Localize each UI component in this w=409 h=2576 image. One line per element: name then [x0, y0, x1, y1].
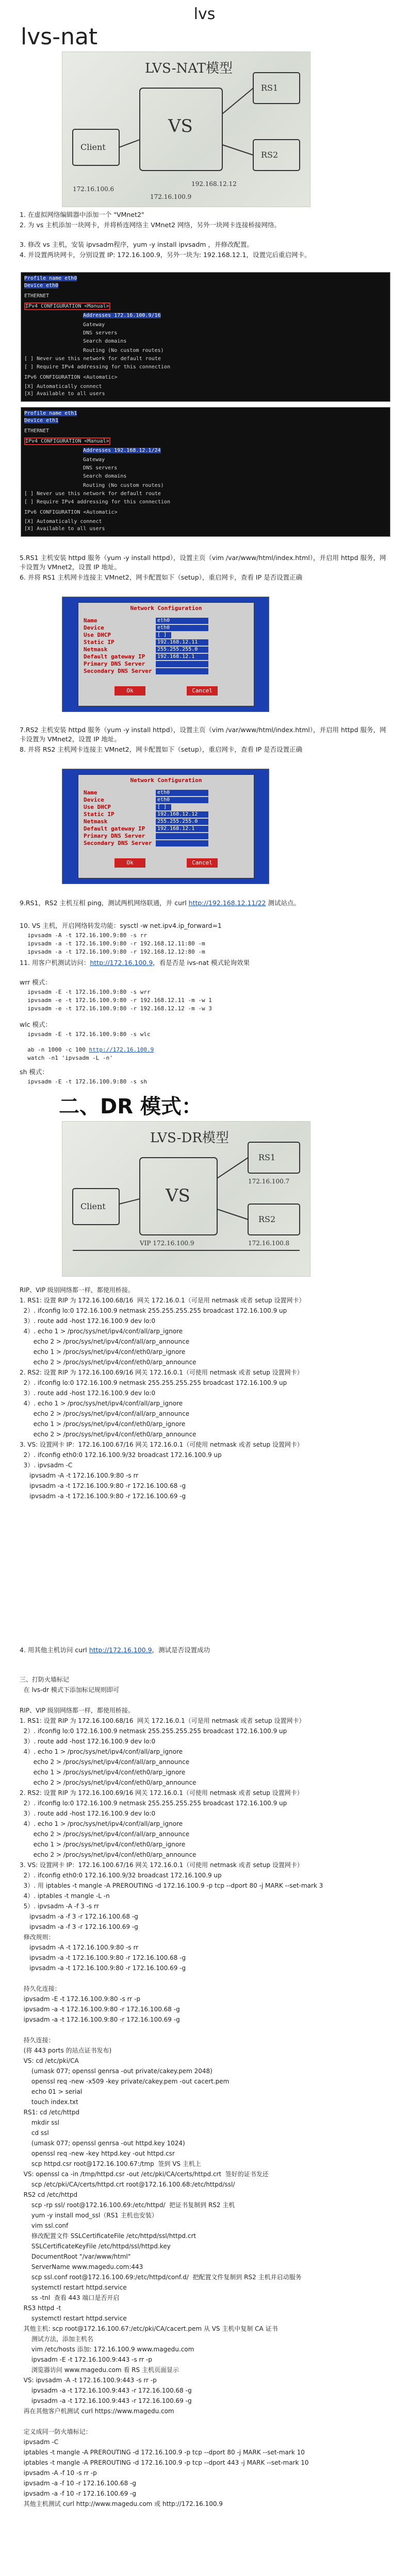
doc-title: lvs: [193, 5, 216, 23]
wlc-label: wlc 模式：: [20, 1021, 52, 1028]
wrr-label: wrr 模式：: [20, 978, 52, 986]
photo2-label-rip1: 172.16.100.7: [248, 1178, 290, 1185]
photo1-label-client: Client: [80, 142, 106, 152]
rs1-label-dns2: Secondary DNS Server: [84, 668, 152, 674]
p11-text: 11. 用客户机测试访问：: [20, 959, 90, 967]
rs2-dialog-box: [78, 774, 254, 878]
term2-line-9: [ ] Never use this network for default route: [24, 491, 161, 497]
rs2-label-ip: Static IP: [84, 811, 114, 818]
photo1-label-ip2: 172.16.100.6: [73, 185, 114, 193]
photo2-label-client: Client: [80, 1201, 106, 1211]
rs2-field-dns1[interactable]: [156, 833, 208, 839]
rs1-label-device: Device: [84, 624, 104, 631]
term1-line-6: DNS servers: [83, 330, 118, 336]
nat-step-10: 10. VS 主机，开启网络转发功能：sysctl -w net.ipv4.ip_forward=1: [20, 922, 222, 929]
dr-test-text: 4. 用其他主机访问 curl: [20, 1646, 89, 1654]
term1-line-12: [X] Automatically connect: [24, 384, 102, 389]
rs2-step-7: 7.RS2 主机安装 httpd 服务（yum -y install httpd），设置主页（vim /var/www/html/index.html），并启用 httpd 服务，网卡设置为 VMnet2，设置 IP 地址。: [20, 726, 386, 743]
term1-line-13: [X] Available to all users: [24, 391, 105, 397]
rs1-step-5: 5.RS1 主机安装 httpd 服务（yum -y install httpd），设置主页（vim /var/www/html/index.html），并启用 httpd 服务，网卡设置为 VMnet2，设置 IP 地址。: [20, 554, 386, 571]
term1-line-3: IPv4 CONFIGURATION <Manual>: [25, 303, 109, 309]
nat-step-4: 4. 并设置两块网卡，分别设置 IP: 172.16.100.9，另外一块为: 192.168.12.1，设置完后重启网卡。: [20, 251, 311, 259]
p11-link[interactable]: http://172.16.100.9: [90, 959, 153, 967]
term1-line-0: Profile name eth0: [24, 276, 77, 281]
rs1-field-dns2[interactable]: [156, 668, 208, 674]
ab-link[interactable]: http://172.16.100.9: [89, 1046, 154, 1053]
rs2-field-gw[interactable]: 192.168.12.1: [156, 826, 208, 832]
nat-step-2: 2. 为 vs 主机添加一块网卡，并将桥连网络主 VMnet2 网络，另外一块网卡连接桥接网络。: [20, 221, 281, 229]
term2-line-8: Routing (No custom routes): [83, 483, 164, 488]
term2-line-3: IPv4 CONFIGURATION <Manual>: [25, 438, 109, 444]
ab-commands: [21, 1046, 392, 1062]
term2-line-7: Search domains: [83, 473, 127, 479]
ab-text-after: watch -n1 'ipvsadm -L -n': [27, 1055, 113, 1061]
nat-diagram-photo: [62, 52, 310, 207]
section-title-lvs-nat: lvs-nat: [21, 24, 98, 50]
p11-text-after: ，看是否是 ivs-nat 模式轮询效果: [153, 959, 250, 967]
dr-test-text-after: ，测试是否设置成功: [152, 1646, 210, 1654]
term2-line-6: DNS servers: [83, 465, 118, 471]
p9-link[interactable]: http://192.168.12.11/22: [188, 899, 266, 907]
rs2-field-mask[interactable]: 255.255.255.0: [156, 819, 208, 825]
p9-text: 9.RS1，RS2 主机互相 ping，测试两机网络联通，并 curl: [20, 899, 189, 907]
fwmark-section: 三、打防火墙标记 在 lvs-dr 模式下添加标记规则即可 RIP、VIP 级别网络都一样，都使用桥接。 1. RS1: 设置 RIP 为 172.16.100.68/16 网关 172.16.0.1（可是用 netmask 或者 setup 设置网卡） 2）. ifconfig lo:0 172.16.100.9 netmask 255.255.255.255 broadcast 172.16.100.9 up 3）. route add -host 172.16.100.9 dev lo:0 4）. echo 1 > /proc/sys/net/ipv4/conf/all/arp_ignore echo 2 > /proc/sys/net/ipv4/conf/all/arp_announce echo 1 > /proc/sys/net/ipv4/conf/eth0/arp_ignore echo 2 > /proc/sys/net/ipv4/conf/eth0/arp_announce 2. RS2: 设置 RIP 为 172.16.100.69/16 网关 172.16.0.1（可使用 netmask 或者 setup 设置网卡） 2）. ifconfig lo:0 172.16.100.9 netmask 255.255.255.255 broadcast 172.16.100.9 up 3）. route add -host 172.16.100.9 dev lo:0 4）. echo 1 > /proc/sys/net/ipv4/conf/all/arp_ignore echo 2 > /proc/sys/net/ipv4/conf/all/arp_announce echo 1 > /proc/sys/net/ipv4/conf/eth0/arp_ignore echo 2 > /proc/sys/net/ipv4/conf/eth0/arp_announce 3. VS: 设置网卡 IP：172.16.100.67/16 网关 172.16.0.1（可使用 netmask 或者 setup 设置网卡） 2）. ifconfig eth0:0 172.16.100.9/32 broadcast 172.16.100.9 up 3）. 用 iptables -t mangle -A PREROUTING -d 172.16.100.9 -p tcp --dport 80 -j MARK --set-mark 3 4）. iptables -t mangle -L -n 5）. ipvsadm -A -f 3 -s rr ipvsadm -a -f 3 -r 172.16.100.68 -g ipvsadm -a -f 3 -r 172.16.100.69 -g 修改规则： ipvsadm -A -t 172.16.100.9:80 -s rr ipvsadm -a -t 172.16.100.9:80 -r 172.16.100.68 -g ipvsadm -a -t 172.16.100.9:80 -r 172.16.100.69 -g 持久化连接： ipvsadm -E -t 172.16.100.9:80 -s rr -p ipvsadm -a -t 172.16.100.9:80 -r 172.16.100.68 -g ipvsadm -a -t 172.16.100.9:80 -r 172.16.100.69 -g 持久连接： (将 443 ports 的站点证书发布) VS: cd /etc/pki/CA (umask 077; openssl genrsa -out private/cakey.pem 2048) openssl req -new -x509 -key private/cakey.pem -out cacert.pem echo 01 > serial touch index.txt RS1: cd /etc/httpd mkdir ssl cd ssl (umask 077; openssl genrsa -out httpd.key 1024) openssl req -new -key httpd.key -out httpd.csr scp httpd.csr root@172.16.100.67:/tmp 签到 VS 主机上 VS: openssl ca -in /tmp/httpd.csr -out /etc/pki/CA/certs/httpd.crt 签好的证书发还 scp /etc/pki/CA/certs/httpd.crt root@172.16.100.68:/etc/httpd/ssl/ RS2 cd /etc/httpd scp -rp ssl/ root@172.16.100.69:/etc/httpd/ 把证书复制到 RS2 主机 yum -y install mod_ssl（RS1 主机也安装） vim ssl.conf 修改配置文件 SSLCertificateFile /etc/httpd/ssl/httpd.crt SSLCertificateKeyFile /etc/httpd/ssl/httpd.key DocumentRoot "/var/www/html" ServerName www.magedu.com:443 scp ssl.conf root@172.16.100.69:/etc/httpd/conf.d/ 把配置文件复制到 RS2 主机并启动服务 systemctl restart httpd.service ss -tnl 查看 443 端口是否开启 RS3 httpd -t systemctl restart httpd.service 其他主机: scp root@172.16.100.67:/etc/pki/CA/cacert.pem 从 VS 主机中复制 CA 证书 测试方法，添加主机名 vim /etc/hosts 添加: 172.16.100.9 www.magedu.com ipvsadm -E -t 172.16.100.9:443 -s rr -p 浏览器访问 www.magedu.com 看 RS 主机页面显示 VS: ipvsadm -A -t 172.16.100.9:443 -s rr -p ipvsadm -a -t 172.16.100.9:443 -r 172.16.100.68 -g ipvsadm -a -t 172.16.100.9:443 -r 172.16.100.69 -g 再在其他客户机测试 curl https://www.magedu.com 定义成同一防火墙标记： ipvsadm -C iptables -t mangle -A PREROUTING -d 172.16.100.9 -p tcp --dport 80 -j MARK --set-mark 10 iptables -t mangle -A PREROUTING -d 172.16.100.9 -p tcp --dport 443 -j MARK --set-mark 10 ipvsadm -A -f 10 -s rr -p ipvsadm -a -f 10 -r 172.16.100.68 -g ipvsadm -a -f 10 -r 172.16.100.69 -g 其他主机测试 curl http://www.magedu.com 或 http://172.16.100.9: [20, 1676, 323, 2507]
photo1-label-rs1: RS1: [261, 83, 279, 93]
photo2-label-rip2: 172.16.100.8: [248, 1240, 290, 1247]
rs2-label-name: Name: [84, 789, 97, 796]
rs1-label-mask: Netmask: [84, 646, 108, 653]
rs2-network-config-dialog: [62, 769, 269, 884]
rs1-dialog-caption: Network Configuration: [130, 605, 202, 612]
rs2-field-dhcp[interactable]: [ ]: [156, 804, 171, 810]
photo2-label-rs1: RS1: [258, 1153, 276, 1162]
nat-diagram-sketch: [62, 52, 310, 207]
term2-line-5: Gateway: [83, 457, 105, 463]
term1-line-5: Gateway: [83, 322, 105, 328]
rs1-field-ip[interactable]: 192.168.12.11: [156, 639, 208, 646]
dr-diagram-photo: [62, 1121, 310, 1277]
nmtui-eth0-screenshot: [21, 272, 390, 402]
photo1-label-vs: VS: [168, 116, 193, 137]
rs1-cancel-button[interactable]: Cancel: [187, 686, 218, 696]
rs1-field-dns1[interactable]: [156, 661, 208, 667]
ab-text: ab -n 1000 -c 100: [21, 1046, 89, 1053]
term1-line-2: ETHERNET: [24, 293, 50, 299]
rs1-field-dhcp[interactable]: [ ]: [156, 632, 171, 638]
rs1-dialog-box: [78, 602, 254, 706]
rs2-field-device[interactable]: eth0: [156, 797, 208, 803]
rs1-ok-button[interactable]: Ok: [114, 686, 145, 696]
rs2-cancel-button[interactable]: Cancel: [187, 858, 218, 868]
rs1-label-name: Name: [84, 617, 97, 624]
nat-step-9: [20, 899, 391, 908]
term1-line-7: Search domains: [83, 338, 127, 344]
dr-test-line: [20, 1646, 391, 1655]
photo2-label-vs: VS: [166, 1185, 190, 1206]
nmtui-eth1-screenshot: [21, 407, 390, 537]
rs1-field-name[interactable]: eth0: [156, 618, 208, 624]
rs2-label-dns1: Primary DNS Server: [84, 833, 145, 839]
term2-line-2: ETHERNET: [24, 428, 50, 434]
rr-commands: ipvsadm -A -t 172.16.100.9:80 -s rr ipvsadm -a -t 172.16.100.9:80 -r 192.168.12.11:80 -m ipvsadm -a -t 172.16.100.9:80 -r 192.168.12.12:80 -m: [27, 932, 205, 955]
p9-text-after: 测试站点。: [266, 899, 300, 907]
dr-test-link[interactable]: http://172.16.100.9: [89, 1646, 152, 1654]
rs2-field-dns2[interactable]: [156, 840, 208, 846]
rs2-step-8: 8. 并将 RS2 主机网卡连接主 VMnet2，网卡配置如下（setup），重启网卡，查看 IP 是否设置正确: [20, 745, 303, 753]
term1-line-1: Device eth0: [24, 283, 59, 289]
term1-line-11: IPv6 CONFIGURATION <Automatic>: [24, 375, 118, 380]
rs2-label-gw: Default gateway IP: [84, 825, 145, 832]
term2-line-10: [ ] Require IPv4 addressing for this connection: [24, 499, 170, 505]
nat-step-3: 3. 修改 vs 主机，安装 ipvsadm程序，yum -y install ipvsadm ，并修改配置。: [20, 241, 253, 248]
term2-line-11: IPv6 CONFIGURATION <Automatic>: [24, 510, 118, 515]
rs1-label-dhcp: Use DHCP: [84, 632, 111, 638]
rs2-field-ip[interactable]: 192.168.12.12: [156, 811, 208, 818]
term1-line-10: [ ] Require IPv4 addressing for this connection: [24, 364, 170, 370]
photo1-caption: LVS-NAT模型: [145, 61, 233, 76]
rs1-field-gw[interactable]: 192.168.12.1: [156, 654, 208, 660]
term2-line-12: [X] Automatically connect: [24, 519, 102, 524]
photo1-label-rs2: RS2: [261, 150, 279, 160]
term1-line-4: Addresses 172.16.100.9/16: [83, 313, 161, 318]
rs1-field-mask[interactable]: 255.255.255.0: [156, 647, 208, 653]
term2-line-1: Device eth1: [24, 418, 59, 423]
nat-step-1: 1. 在虚拟网络编辑器中添加一个 "VMnet2": [20, 211, 144, 218]
rs1-network-config-dialog: [62, 597, 269, 712]
section-title-dr: 二、DR 模式：: [59, 1095, 202, 1118]
rs2-label-dns2: Secondary DNS Server: [84, 840, 152, 846]
term2-line-4: Addresses 192.168.12.1/24: [83, 448, 161, 453]
term1-line-8: Routing (No custom routes): [83, 348, 164, 353]
rs2-ok-button[interactable]: Ok: [114, 858, 145, 868]
wlc-commands: ipvsadm -E -t 172.16.100.9:80 -s wlc: [21, 1031, 151, 1038]
rs1-label-dns1: Primary DNS Server: [84, 660, 145, 667]
term2-line-0: Profile name eth1: [24, 411, 77, 416]
photo2-label-rs2: RS2: [258, 1214, 276, 1224]
sh-commands: ipvsadm -E -t 172.16.100.9:80 -s sh: [21, 1078, 148, 1085]
nat-step-11: [20, 958, 391, 968]
rs1-field-device[interactable]: eth0: [156, 625, 208, 631]
term2-line-13: [X] Available to all users: [24, 526, 105, 532]
wrr-commands: ipvsadm -E -t 172.16.100.9:80 -s wrr ipvsadm -e -t 172.16.100.9:80 -r 192.168.12.11 -m -w 1 ipvsadm -e -t 172.16.100.9:80 -r 192.168.12.12 -m -w 3: [27, 989, 212, 1012]
rs1-label-gw: Default gateway IP: [84, 653, 145, 660]
rs2-label-device: Device: [84, 796, 104, 803]
rs2-dialog-caption: Network Configuration: [130, 777, 202, 784]
rs2-field-name[interactable]: eth0: [156, 790, 208, 796]
sh-label: sh 模式：: [20, 1068, 48, 1076]
rs2-label-mask: Netmask: [84, 818, 108, 825]
photo2-caption: LVS-DR模型: [150, 1130, 229, 1146]
rs2-label-dhcp: Use DHCP: [84, 804, 111, 810]
dr-diagram-sketch: [62, 1122, 310, 1276]
photo1-label-ip1: 192.168.12.12: [191, 180, 237, 188]
photo1-label-ip3: 172.16.100.9: [150, 193, 192, 200]
term1-line-9: [ ] Never use this network for default route: [24, 356, 161, 362]
photo2-label-vip: VIP 172.16.100.9: [140, 1240, 194, 1247]
rs1-label-ip: Static IP: [84, 639, 114, 646]
rs1-step-6: 6. 并将 RS1 主机网卡连接主 VMnet2，网卡配置如下（setup），重启网卡，查看 IP 是否设置正确: [20, 573, 303, 581]
dr-steps: RIP、VIP 级别网络都一样，都使用桥接。 1. RS1: 设置 RIP 为 172.16.100.68/16 网关 172.16.0.1（可是用 netmask 或者 setup 设置网卡） 2）. ifconfig lo:0 172.16.100.9 netmask 255.255.255.255 broadcast 172.16.100.9 up 3）. route add -host 172.16.100.9 dev lo:0 4）. echo 1 > /proc/sys/net/ipv4/conf/all/arp_ignore echo 2 > /proc/sys/net/ipv4/conf/all/arp_announce echo 1 > /proc/sys/net/ipv4/conf/eth0/arp_ignore echo 2 > /proc/sys/net/ipv4/conf/eth0/arp_announce 2. RS2: 设置 RIP 为 172.16.100.69/16 网关 172.16.0.1（可使用 netmask 或者 setup 设置网卡） 2）. ifconfig lo:0 172.16.100.9 netmask 255.255.255.255 broadcast 172.16.100.9 up 3）. route add -host 172.16.100.9 dev lo:0 4）. echo 1 > /proc/sys/net/ipv4/conf/all/arp_ignore echo 2 > /proc/sys/net/ipv4/conf/all/arp_announce echo 1 > /proc/sys/net/ipv4/conf/eth0/arp_ignore echo 2 > /proc/sys/net/ipv4/conf/eth0/arp_announce 3. VS: 设置网卡 IP：172.16.100.67/16 网关 172.16.0.1（可使用 netmask 或者 setup 设置网卡） 2）. ifconfig eth0:0 172.16.100.9/32 broadcast 172.16.100.9 up 3）. ipvsadm -C ipvsadm -A -t 172.16.100.9:80 -s rr ipvsadm -a -t 172.16.100.9:80 -r 172.16.100.68 -g ipvsadm -a -t 172.16.100.9:80 -r 172.16.100.69 -g: [20, 1286, 305, 1500]
